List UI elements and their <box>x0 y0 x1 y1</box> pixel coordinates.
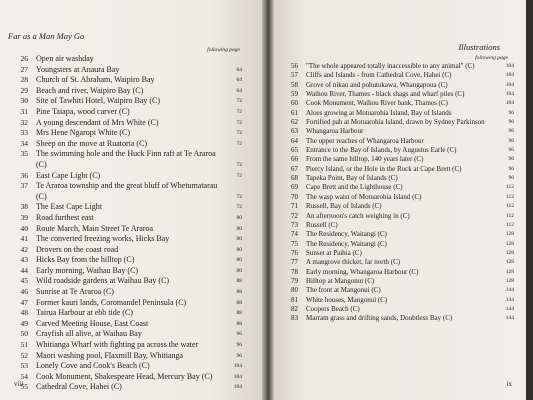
entry-page: 80 <box>236 236 242 243</box>
entry-number: 70 <box>291 192 298 201</box>
entry-number: 83 <box>291 314 298 323</box>
illustration-entry <box>8 382 254 393</box>
illustration-entry <box>8 308 254 319</box>
entry-page: 72 <box>236 161 242 168</box>
entry-caption: Early morning, Waihau Bay (C) <box>36 265 139 275</box>
entry-caption: Cathedral Cove, Hahei (C) <box>36 382 122 392</box>
entry-caption: Crayfish all alive, at Waihau Bay <box>36 329 142 339</box>
entry-caption: Tairua Harbour at ebb tide (C) <box>36 308 133 318</box>
entry-number: 69 <box>291 183 298 192</box>
entry-caption: Coopers Beach (C) <box>306 304 360 313</box>
illustration-list <box>8 54 254 393</box>
entry-page: 128 <box>505 231 514 238</box>
entry-caption: Route March, Main Street Te Araroa <box>36 223 154 233</box>
entry-caption: A young descendant of Mrs White (C) <box>36 117 159 127</box>
entry-number: 78 <box>291 267 298 276</box>
illustration-entry <box>8 351 254 362</box>
entry-caption: Tapeka Point, Bay of Islands (C) <box>306 174 398 183</box>
entry-number: 53 <box>20 361 28 371</box>
entry-number: 66 <box>291 155 298 164</box>
entry-number: 51 <box>20 340 28 350</box>
entry-caption: Former kauri lands, Coromandel Peninsula (C) <box>36 297 187 307</box>
illustration-entry <box>284 165 516 174</box>
illustration-entry <box>284 202 516 211</box>
illustration-entry <box>8 86 254 97</box>
entry-caption: Grove of nikau and pohutukawa, Whangapoua (C) <box>306 80 448 89</box>
illustration-entry <box>8 234 254 245</box>
entry-number: 40 <box>20 223 28 233</box>
entry-page: 104 <box>505 100 514 107</box>
entry-number: 60 <box>291 99 298 108</box>
entry-caption: A mangrove thicket, far north (C) <box>306 258 401 267</box>
entry-number: 80 <box>291 286 298 295</box>
entry-caption: The upper reaches of Whangaroa Harbour <box>306 136 424 145</box>
left-page <box>0 0 262 400</box>
illustration-entry <box>284 62 516 71</box>
entry-page: 104 <box>505 72 514 79</box>
column-heading: following page <box>475 55 508 61</box>
entry-caption: Te Araroa township and the great bluff of Whetumatarau (C) <box>36 181 218 201</box>
entry-page: 80 <box>236 225 242 232</box>
entry-caption: Aloes growing at Motuarohia Island, Bay of Islands <box>306 108 452 117</box>
entry-page: 72 <box>236 119 242 126</box>
entry-caption: Whitianga Wharf with fighting pa across the water <box>36 340 199 350</box>
entry-page: 72 <box>236 172 242 179</box>
entry-number: 65 <box>291 146 298 155</box>
entry-page: 128 <box>505 240 514 247</box>
illustration-entry <box>8 96 254 107</box>
entry-page: 80 <box>236 246 242 253</box>
illustration-entry <box>284 221 516 230</box>
entry-number: 30 <box>20 96 28 106</box>
entry-page: 96 <box>508 147 514 154</box>
entry-caption: The wasp waist of Motuarohia Island (C) <box>306 192 422 201</box>
illustration-entry <box>284 127 516 136</box>
page-number: ix <box>506 380 512 388</box>
illustration-entry <box>8 329 254 340</box>
entry-caption: Whangaroa Harbour <box>306 127 364 136</box>
entry-caption: Piercy Island, or the Hole in the Rock at Cape Brett (C) <box>306 164 462 173</box>
entry-caption: Waihou River, Thames - black shags and wharf piles (C) <box>306 90 465 99</box>
entry-number: 29 <box>20 85 28 95</box>
entry-page: 112 <box>505 221 514 228</box>
illustration-entry <box>284 118 516 127</box>
entry-page: 96 <box>508 137 514 144</box>
illustration-entry <box>8 149 254 170</box>
entry-caption: Mrs Hene Ngaropi White (C) <box>36 128 131 138</box>
entry-caption: Drovers on the coast road <box>36 244 119 254</box>
book-cover-edge <box>526 0 533 400</box>
entry-page: 72 <box>236 108 242 115</box>
entry-caption: Beach and river, Waipiro Bay (C) <box>36 85 144 95</box>
entry-page: 144 <box>505 296 514 303</box>
entry-number: 52 <box>20 350 28 360</box>
illustration-entry <box>284 155 516 164</box>
entry-number: 81 <box>291 295 298 304</box>
entry-number: 36 <box>20 170 28 180</box>
entry-page: 104 <box>233 363 242 370</box>
page-number: viii <box>14 380 24 388</box>
entry-number: 50 <box>20 329 28 339</box>
entry-page: 104 <box>233 373 242 380</box>
illustration-entry <box>8 107 254 118</box>
illustration-entry <box>284 240 516 249</box>
entry-number: 64 <box>291 136 298 145</box>
entry-caption: Sunrise at Te Araroa (C) <box>36 287 114 297</box>
entry-page: 96 <box>508 175 514 182</box>
entry-caption: Lonely Cove and Cook's Beach (C) <box>36 361 150 371</box>
illustration-entry <box>284 81 516 90</box>
entry-page: 88 <box>236 289 242 296</box>
entry-page: 112 <box>505 193 514 200</box>
entry-page: 144 <box>505 287 514 294</box>
entry-page: 80 <box>236 267 242 274</box>
entry-number: 59 <box>291 90 298 99</box>
illustration-entry <box>8 213 254 224</box>
entry-number: 82 <box>291 304 298 313</box>
entry-number: 56 <box>291 62 298 70</box>
illustration-entry <box>8 319 254 330</box>
illustration-entry <box>8 75 254 86</box>
illustration-entry <box>284 90 516 99</box>
entry-number: 35 <box>20 149 28 159</box>
entry-number: 37 <box>20 181 28 191</box>
illustration-entry <box>8 287 254 298</box>
entry-caption: Marram grass and drifting sands, Doubtless Bay (C) <box>306 314 453 323</box>
entry-page: 96 <box>236 342 242 349</box>
entry-number: 68 <box>291 174 298 183</box>
illustration-entry <box>284 249 516 258</box>
entry-caption: Hicks Bay from the hilltop (C) <box>36 255 135 265</box>
entry-page: 112 <box>505 203 514 210</box>
entry-number: 42 <box>20 244 28 254</box>
entry-caption: Russell (C) <box>306 220 338 229</box>
illustration-entry <box>284 174 516 183</box>
illustration-entry <box>284 99 516 108</box>
column-heading: following page <box>207 47 240 53</box>
illustration-entry <box>284 305 516 314</box>
entry-number: 79 <box>291 276 298 285</box>
entry-caption: Cliffs and Islands - from Cathedral Cove, Hahei (C) <box>306 71 452 80</box>
entry-page: 128 <box>505 268 514 275</box>
illustration-entry <box>8 361 254 372</box>
entry-page: 144 <box>505 315 514 322</box>
entry-caption: Youngsters at Anaura Bay <box>36 64 120 74</box>
entry-caption: The swimming hole and the Huck Finn raft at Te Araroa (C) <box>36 149 216 169</box>
entry-caption: An afternoon's catch weighing in (C) <box>306 211 410 220</box>
illustration-entry <box>284 277 516 286</box>
running-head: Illustrations <box>458 42 500 52</box>
entry-number: 47 <box>20 297 28 307</box>
entry-page: 64 <box>236 66 242 73</box>
entry-number: 38 <box>20 202 28 212</box>
entry-page: 64 <box>236 87 242 94</box>
entry-number: 28 <box>20 75 28 85</box>
entry-caption: The Residency, Waitangi (C) <box>306 230 387 239</box>
entry-caption: Early morning, Whangaroa Harbour (C) <box>306 267 419 276</box>
entry-page: 144 <box>505 305 514 312</box>
entry-caption: Maori washing pool, Flaxmill Bay, Whitianga <box>36 350 184 360</box>
entry-page: 80 <box>236 214 242 221</box>
illustration-entry <box>8 118 254 129</box>
entry-number: 27 <box>20 64 28 74</box>
entry-page: 96 <box>508 119 514 126</box>
entry-page: 72 <box>236 193 242 200</box>
entry-number: 26 <box>20 54 28 63</box>
entry-number: 72 <box>291 211 298 220</box>
illustration-entry <box>8 171 254 182</box>
illustration-entry <box>284 212 516 221</box>
entry-page: 88 <box>236 299 242 306</box>
entry-caption: Church of St. Abraham, Waipiro Bay <box>36 75 155 85</box>
entry-caption: Open air washday <box>36 54 94 63</box>
entry-caption: The converted freezing works, Hicks Bay <box>36 234 170 244</box>
right-page <box>274 0 526 400</box>
entry-caption: "The whole appeared totally inaccessible to any animal" (C) <box>306 62 475 70</box>
entry-caption: Entrance to the Bay of Islands, by Augustus Earle (C) <box>306 146 457 155</box>
entry-caption: Cape Brett and the Lighthouse (C) <box>306 183 403 192</box>
illustration-list <box>284 62 516 324</box>
entry-caption: Cook Monument, Waihou River bank, Thames (C) <box>306 99 448 108</box>
entry-caption: Fortified pah at Motuarohia Island, drawn by Sydney Parkinson <box>306 118 485 127</box>
entry-page: 72 <box>236 130 242 137</box>
entry-page: 96 <box>236 352 242 359</box>
entry-caption: White houses, Mangonui (C) <box>306 295 388 304</box>
entry-caption: The East Cape Light <box>36 202 102 212</box>
entry-number: 34 <box>20 138 28 148</box>
entry-page: 104 <box>505 91 514 98</box>
entry-caption: Hilltop at Mangonui (C) <box>306 276 375 285</box>
entry-page: 96 <box>508 128 514 135</box>
entry-number: 62 <box>291 118 298 127</box>
illustration-entry <box>284 258 516 267</box>
illustration-entry <box>284 230 516 239</box>
entry-page: 128 <box>505 249 514 256</box>
entry-caption: Wild roadside gardens at Waihau Bay (C) <box>36 276 170 286</box>
illustration-entry <box>8 255 254 266</box>
illustration-entry <box>284 296 516 305</box>
entry-number: 39 <box>20 212 28 222</box>
entry-number: 44 <box>20 265 28 275</box>
illustration-entry <box>8 202 254 213</box>
illustration-entry <box>8 266 254 277</box>
running-head: Far as a Man May Go <box>8 31 85 41</box>
illustration-entry <box>284 71 516 80</box>
entry-page: 112 <box>505 184 514 191</box>
illustration-entry <box>284 183 516 192</box>
entry-number: 71 <box>291 202 298 211</box>
entry-page: 72 <box>236 98 242 105</box>
illustration-entry <box>284 286 516 295</box>
entry-number: 54 <box>20 371 28 381</box>
entry-number: 31 <box>20 106 28 116</box>
entry-number: 74 <box>291 230 298 239</box>
entry-number: 41 <box>20 234 28 244</box>
illustration-entry <box>8 54 254 65</box>
entry-page: 96 <box>236 331 242 338</box>
entry-number: 67 <box>291 164 298 173</box>
illustration-entry <box>284 268 516 277</box>
entry-number: 43 <box>20 255 28 265</box>
entry-page: 112 <box>505 212 514 219</box>
illustration-entry <box>8 372 254 383</box>
entry-page: 96 <box>508 156 514 163</box>
illustration-entry <box>8 276 254 287</box>
entry-number: 46 <box>20 287 28 297</box>
entry-page: 128 <box>505 259 514 266</box>
entry-caption: Sunset at Paihia (C) <box>306 248 362 257</box>
entry-number: 55 <box>20 382 28 392</box>
entry-caption: Road furthest east <box>36 212 94 222</box>
entry-page: 88 <box>236 278 242 285</box>
entry-number: 58 <box>291 80 298 89</box>
entry-caption: Site of Tawhiti Hotel, Waipiro Bay (C) <box>36 96 161 106</box>
entry-number: 73 <box>291 220 298 229</box>
illustration-entry <box>284 314 516 323</box>
illustration-entry <box>8 139 254 150</box>
entry-number: 76 <box>291 248 298 257</box>
illustration-entry <box>284 109 516 118</box>
entry-caption: Cook Monument, Shakespeare Head, Mercury Bay (C) <box>36 371 213 381</box>
entry-number: 63 <box>291 127 298 136</box>
entry-number: 45 <box>20 276 28 286</box>
entry-number: 61 <box>291 108 298 117</box>
entry-number: 49 <box>20 318 28 328</box>
entry-page: 88 <box>236 320 242 327</box>
entry-page: 104 <box>233 384 242 391</box>
entry-page: 64 <box>236 77 242 84</box>
illustration-entry <box>284 146 516 155</box>
entry-caption: Russell, Bay of Islands (C) <box>306 202 382 211</box>
entry-page: 72 <box>236 140 242 147</box>
illustration-entry <box>8 224 254 235</box>
book-gutter <box>262 0 274 400</box>
entry-number: 32 <box>20 117 28 127</box>
entry-page: 104 <box>505 63 514 69</box>
entry-page: 96 <box>508 165 514 172</box>
illustration-entry <box>8 181 254 202</box>
entry-caption: The Residency, Waitangi (C) <box>306 239 387 248</box>
illustration-entry <box>8 245 254 256</box>
illustration-entry <box>284 137 516 146</box>
entry-caption: From the same hilltop, 140 years later (C) <box>306 155 424 164</box>
entry-number: 77 <box>291 258 298 267</box>
entry-page: 80 <box>236 257 242 264</box>
entry-caption: Sheep on the move at Ruatoria (C) <box>36 138 148 148</box>
entry-page: 96 <box>508 109 514 116</box>
entry-caption: The front at Mangonui (C) <box>306 286 381 295</box>
entry-caption: Pine Taiapa, wood carver (C) <box>36 106 130 116</box>
entry-page: 88 <box>236 310 242 317</box>
entry-caption: East Cape Light (C) <box>36 170 101 180</box>
illustration-entry <box>8 128 254 139</box>
illustration-entry <box>8 340 254 351</box>
entry-page: 72 <box>236 204 242 211</box>
entry-page: 128 <box>505 277 514 284</box>
entry-caption: Carved Meeting House, East Coast <box>36 318 149 328</box>
illustration-entry <box>8 65 254 76</box>
entry-number: 48 <box>20 308 28 318</box>
illustration-entry <box>8 298 254 309</box>
entry-number: 33 <box>20 128 28 138</box>
entry-number: 57 <box>291 71 298 80</box>
entry-page: 104 <box>505 81 514 88</box>
entry-number: 75 <box>291 239 298 248</box>
illustration-entry <box>284 193 516 202</box>
